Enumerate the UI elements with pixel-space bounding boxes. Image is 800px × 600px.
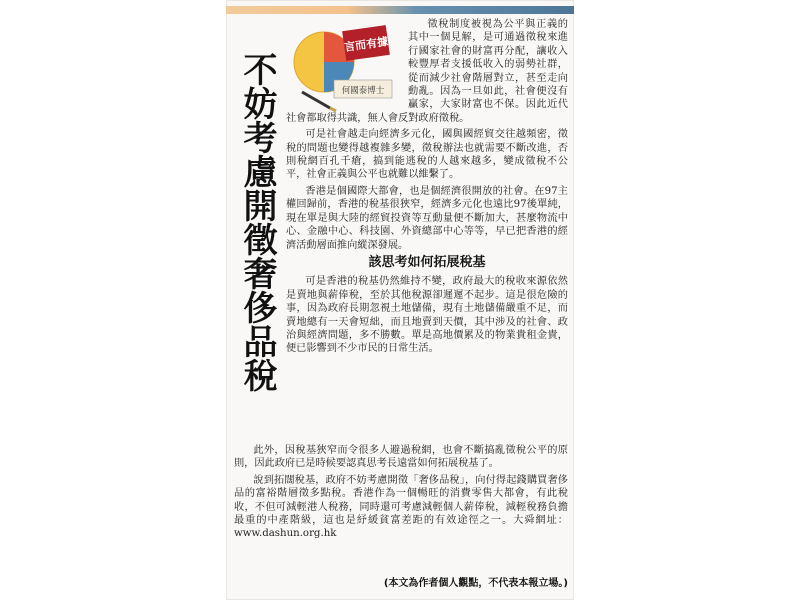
column-name: 言而有據 xyxy=(343,34,389,54)
top-color-bar xyxy=(226,6,574,14)
article-body-lower xyxy=(234,444,568,544)
subheading: 該思考如何拓展稅基 xyxy=(368,254,486,270)
headline: 不妨考慮開徵奢侈品稅 xyxy=(237,52,277,392)
article-body xyxy=(286,18,568,359)
newspaper-clipping xyxy=(226,0,574,600)
author-name: 何國泰博士 xyxy=(341,86,385,96)
disclaimer: (本文為作者個人觀點，不代表本報立場。) xyxy=(383,578,568,589)
paragraph: 說到拓闊稅基，政府不妨考慮開徵「奢侈品稅」，向付得起錢購買奢侈品的富裕階層徵多點稅。香港作為一個暢旺的消費零售大都會，有此稅收，不但可減輕港人稅務，同時還可考慮減輕個人薪俸稅，減輕稅務負擔最重的中產階級，這也是紓緩貧富差距的有效途徑之一。大舜網址：www.dashun.org.hk xyxy=(234,474,568,540)
paragraph: 可是社會越走向經濟多元化，國與國經貿交往越頻密，徵稅的問題也變得越複雜多變，徵稅辦法也就需要不斷改進，否則稅網百孔千瘡，搞到能逃稅的人越來越多，變成徵稅不公平，社會正義與公平也就難以維繫了。 xyxy=(286,129,568,181)
paragraph: 可是香港的稅基仍然維持不變，政府最大的稅收來源依然是賣地與薪俸稅，至於其他稅源卻遲遲不起步。這是很危險的事，因為政府長期忽視土地儲備，現有土地儲備嚴重不足，而賣地總有一天會短絀，而且地賣到天價，其中涉及的社會、政治與經濟問題，多不勝數。單是高地價累及的物業貴租金貴，便已影響到不少市民的日常生活。 xyxy=(286,276,568,355)
paragraph: 此外，因稅基狹窄而令很多人避過稅網，也會不斷搞亂徵稅公平的原則，因此政府已是時候要認真思考長遠當如何拓展稅基了。 xyxy=(234,445,568,470)
paragraph: 香港是個國際大都會，也是個經濟很開放的社會。在97主權回歸前，香港的稅基很狹窄，經濟多元化也遠比97後單純，現在單是與大陸的經貿投資等互動量便不斷加大，甚麼物流中心、金融中心、科技園、外資總部中心等等，早已把香港的經濟活動層面推向縱深發展。 xyxy=(286,185,568,251)
paragraph: 徵稅制度被視為公平與正義的其中一個見解，是可通過徵稅來進行國家社會的財富再分配，讓收入較豐厚者支援低收入的弱勢社群，從而減少社會階層對立，甚至走向動亂。因為一旦如此，社會便沒有贏家，大家財富也不保。因此近代社會都取得共識，無人會反對政府徵稅。 xyxy=(286,19,568,124)
